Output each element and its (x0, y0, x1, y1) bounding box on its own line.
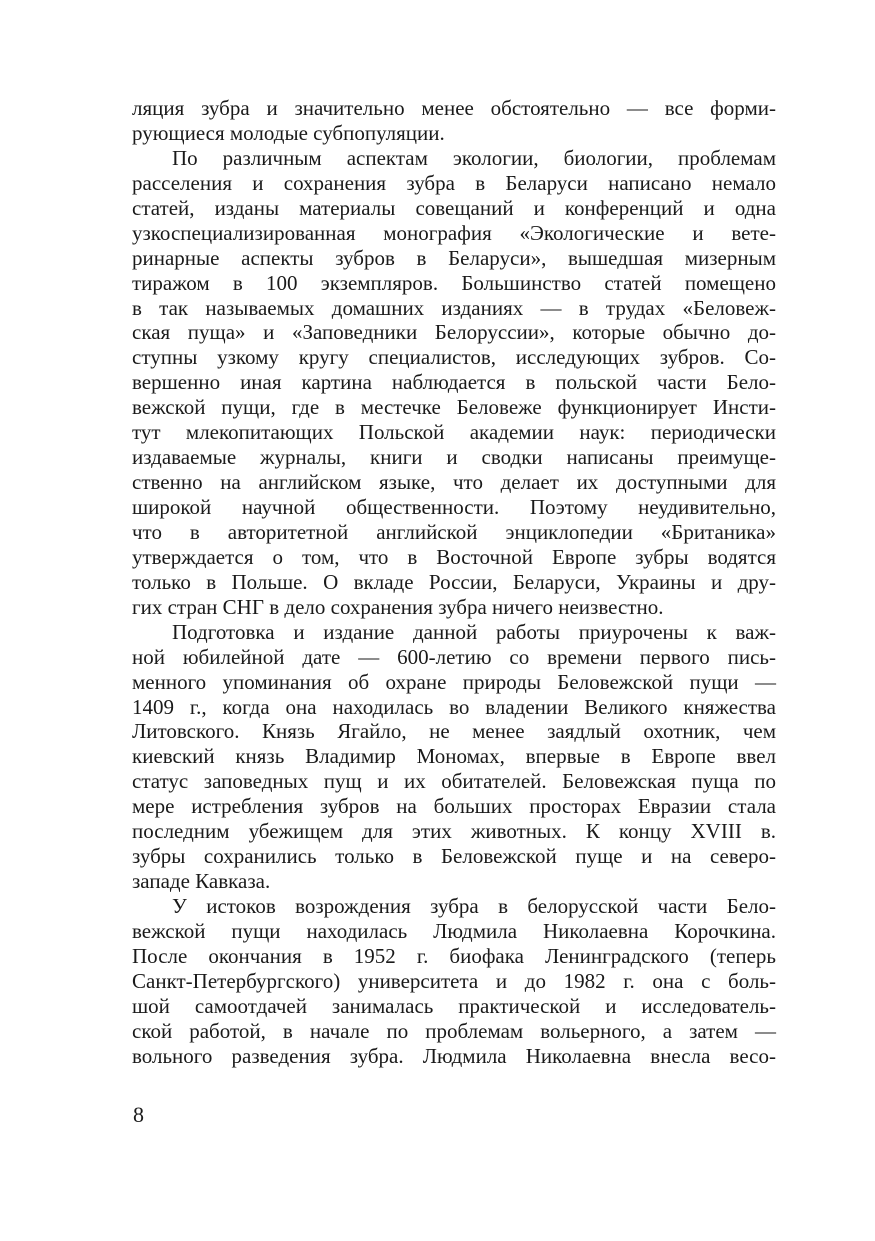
text-line: ская пуща» и «Заповедники Белоруссии», которые обычно до- (132, 320, 776, 345)
text-line: гих стран СНГ в дело сохранения зубра ничего неизвестно. (132, 594, 664, 619)
text-line: вежской пущи, где в местечке Беловеже функционирует Инсти- (132, 395, 776, 420)
text-line: расселения и сохранения зубра в Беларуси написано немало (132, 170, 776, 195)
text-line: издаваемые журналы, книги и сводки написаны преимуще- (132, 445, 776, 470)
text-line: вольного разведения зубра. Людмила Николаевна внесла весо- (132, 1043, 776, 1068)
text-line: Литовского. Князь Ягайло, не менее заядлый охотник, чем (132, 719, 776, 744)
text-line: тиражом в 100 экземпляров. Большинство статей помещено (132, 270, 776, 295)
paragraph-4 (132, 894, 776, 1069)
text-line: последним убежищем для этих животных. К концу XVIII в. (132, 819, 776, 844)
text-line: киевский князь Владимир Мономах, впервые в Европе ввел (132, 744, 776, 769)
text-line: узкоспециализированная монография «Экологические и вете- (132, 220, 776, 245)
text-line: ляция зубра и значительно менее обстоятельно — все форми- (132, 96, 776, 120)
text-line: утверждается о том, что в Восточной Европе зубры водятся (132, 544, 776, 569)
paragraph-2 (132, 146, 776, 620)
text-line: ступны узкому кругу специалистов, исследующих зубров. Со- (132, 345, 776, 370)
text-line: только в Польше. О вкладе России, Беларуси, Украины и дру- (132, 569, 776, 594)
page-body (132, 96, 776, 1069)
text-line: тут млекопитающих Польской академии наук: периодически (132, 420, 776, 445)
text-line: в так называемых домашних изданиях — в трудах «Беловеж- (132, 295, 776, 320)
text-line: вежской пущи находилась Людмила Николаевна Корочкина. (132, 918, 776, 943)
text-line: После окончания в 1952 г. биофака Ленинградского (теперь (132, 943, 776, 968)
text-line: Подготовка и издание данной работы приурочены к важ- (172, 619, 776, 644)
text-line: ной юбилейной дате — 600-летию со времени первого пись- (132, 644, 776, 669)
text-line: 1409 г., когда она находилась во владении Великого княжества (132, 694, 776, 719)
text-line: ринарные аспекты зубров в Беларуси», вышедшая мизерным (132, 245, 776, 270)
text-line: статус заповедных пущ и их обитателей. Беловежская пуща по (132, 769, 776, 794)
text-line: ственно на английском языке, что делает их доступными для (132, 470, 776, 495)
text-line: менного упоминания об охране природы Беловежской пущи — (132, 669, 776, 694)
text-line: Санкт-Петербургского) университета и до 1982 г. она с боль- (132, 968, 776, 993)
text-line: ской работой, в начале по проблемам вольерного, а затем — (132, 1018, 776, 1043)
paragraph-3 (132, 620, 776, 894)
text-line: рующиеся молодые субпопуляции. (132, 120, 445, 145)
text-line: вершенно иная картина наблюдается в польской части Бело- (132, 370, 776, 395)
page-number: 8 (133, 1102, 144, 1127)
text-line: западе Кавказа. (132, 869, 271, 894)
text-line: статей, изданы материалы совещаний и конференций и одна (132, 195, 776, 220)
text-line: широкой научной общественности. Поэтому неудивительно, (132, 495, 776, 519)
text-line: мере истребления зубров на больших просторах Евразии стала (132, 794, 776, 819)
text-line: У истоков возрождения зубра в белорусской части Бело- (172, 894, 776, 918)
text-line: По различным аспектам экологии, биологии, проблемам (172, 145, 776, 170)
paragraph-1 (132, 96, 776, 146)
text-line: зубры сохранились только в Беловежской пуще и на северо- (132, 844, 776, 869)
text-line: шой самоотдачей занималась практической и исследователь- (132, 993, 776, 1018)
text-line: что в авторитетной английской энциклопедии «Британика» (132, 519, 776, 544)
